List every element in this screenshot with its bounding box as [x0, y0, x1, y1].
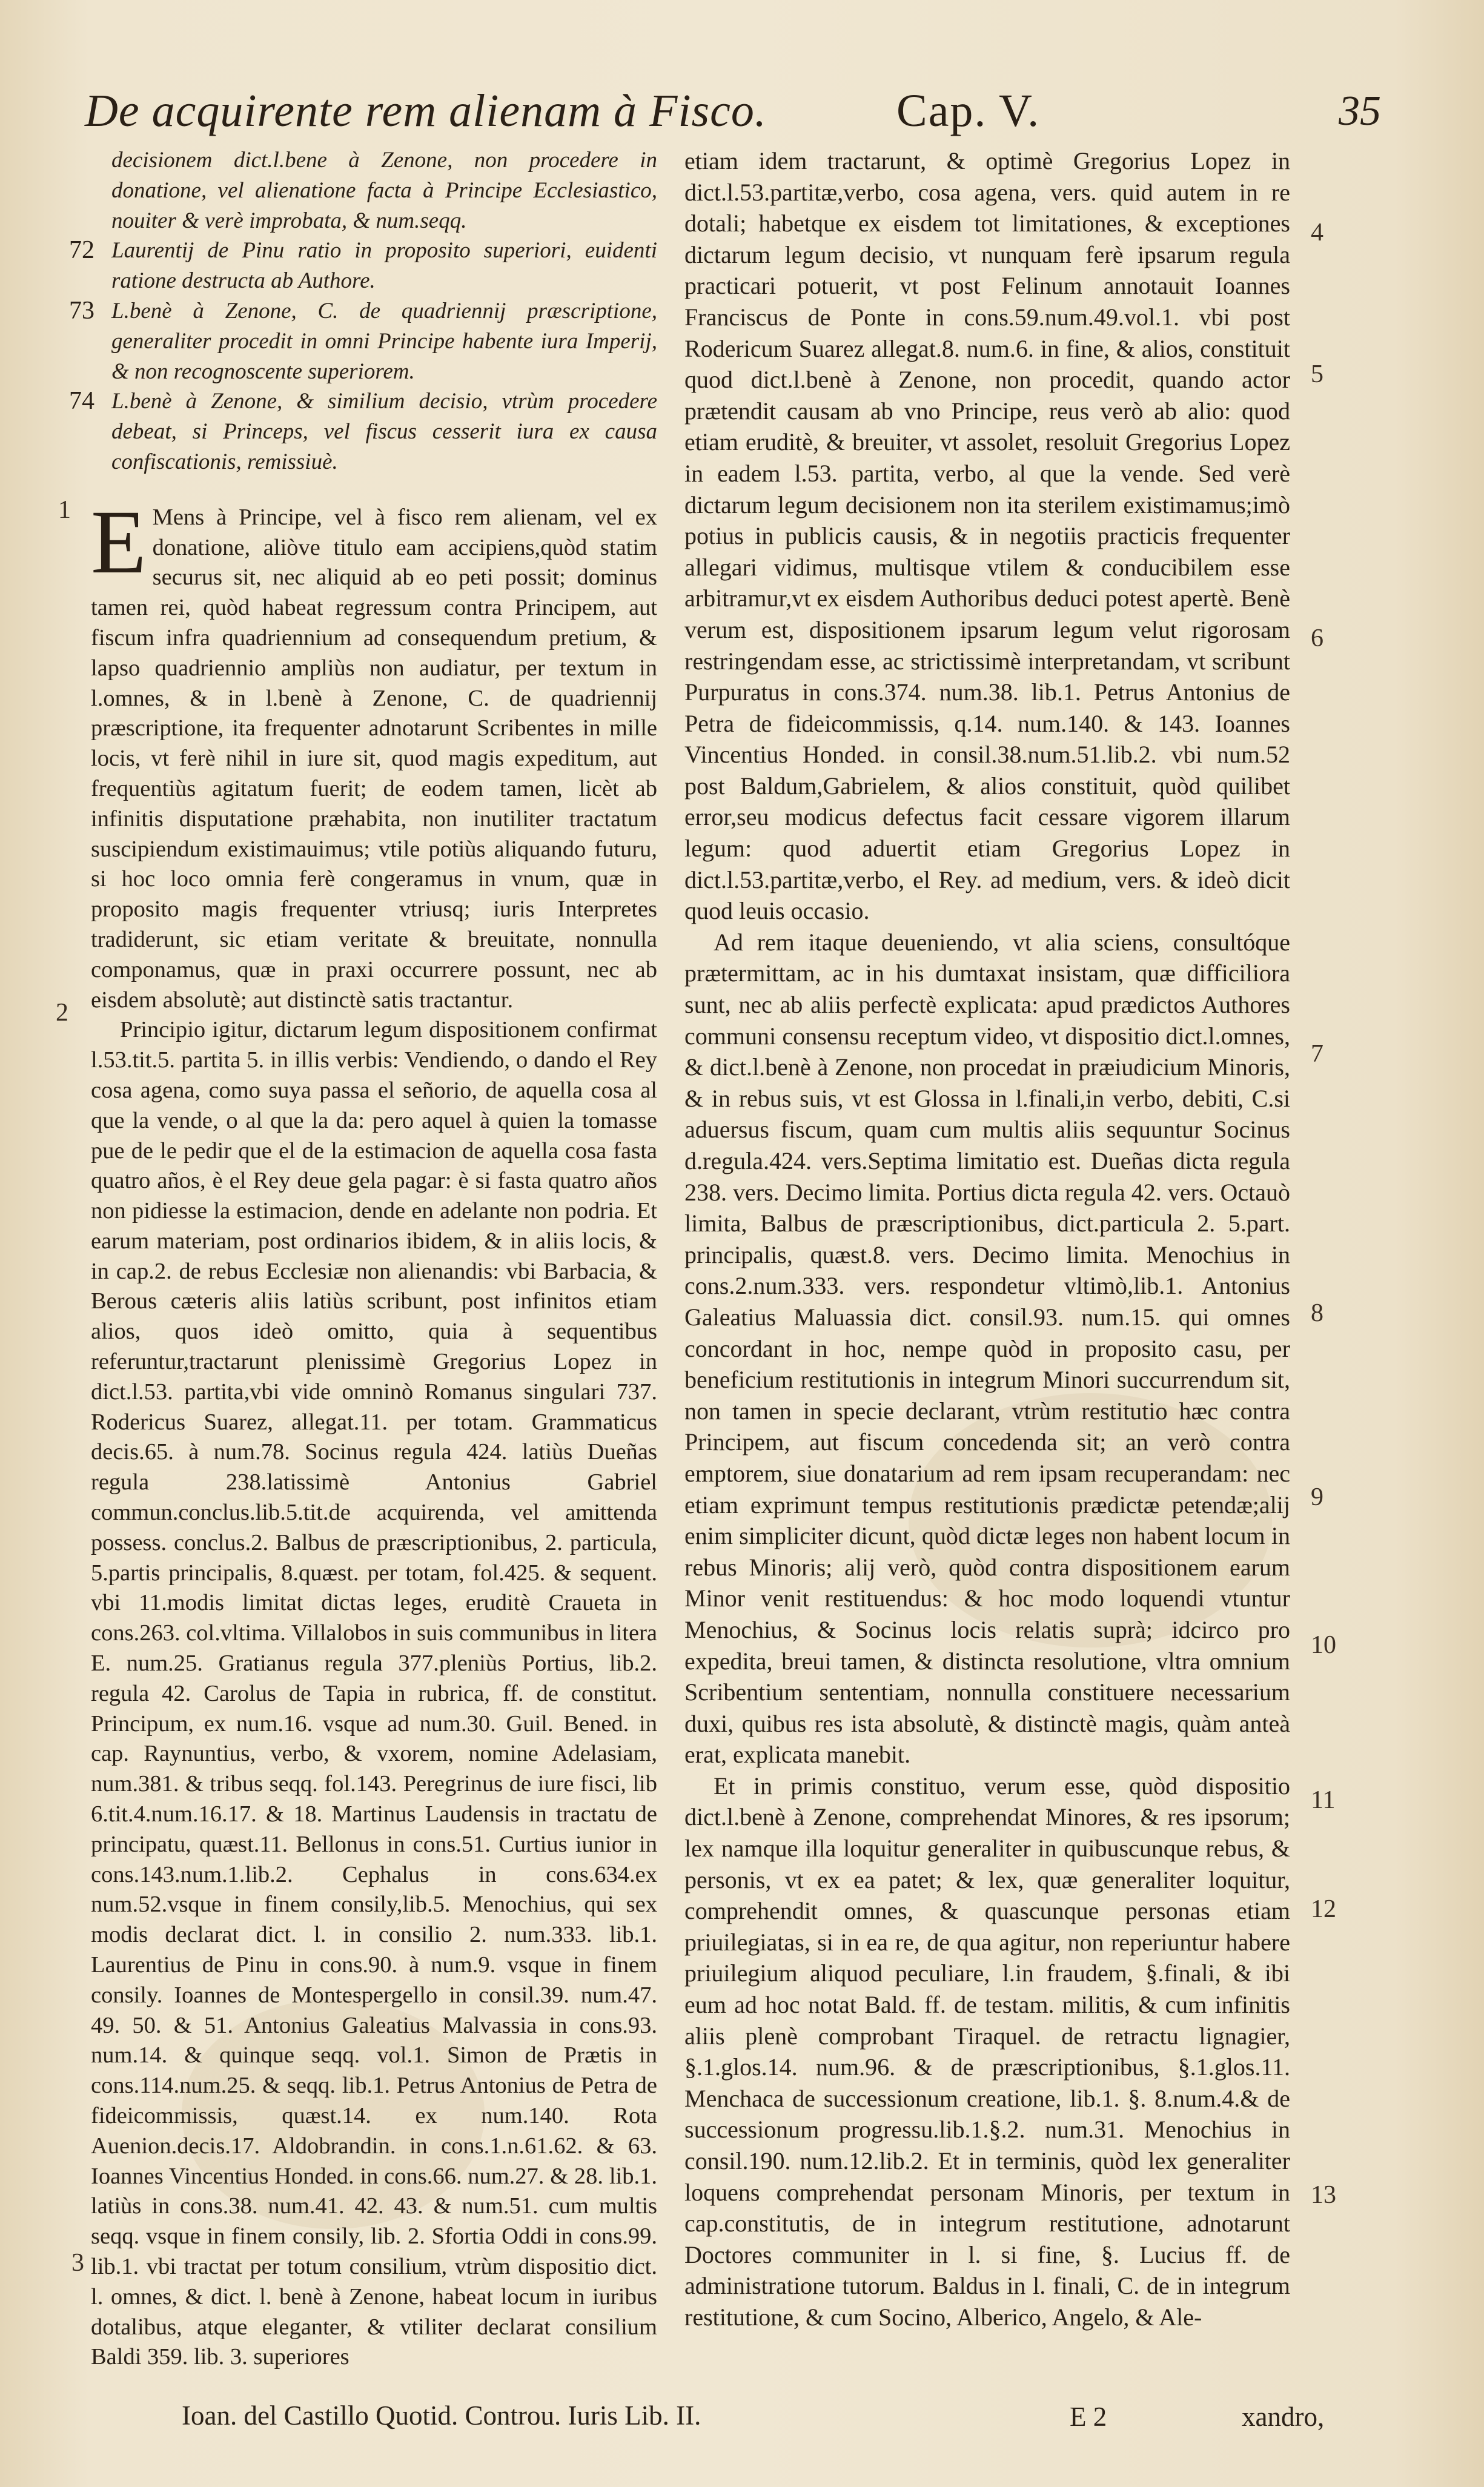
summary-item — [69, 296, 657, 386]
paragraph-text: Mens à Principe, vel à fisco rem alienam, vel ex donatione, aliòve titulo eam accipiens,quòd statim securus sit, nec aliquid ab eo peti possit; dominus tamen rei, quòd habeat regressum contra Principem, aut fiscum infra quadriennium ad consequendum pretium, & lapso quadriennio ampliùs non audiatur, per textum in l.omnes, & in l.benè à Zenone, C. de quadriennij præscriptione, ita frequenter adnotarunt Scribentes in mille locis, vt ferè nihil in iure sit, quod magis expeditum, aut frequentiùs agitatum fuerit; de eodem tamen, licèt ab infinitis disputatione præhabita, non inutiliter tractatum suscipiendum existimauimus; vtile potiùs aliquando futuru, si hoc loco omnia ferè congeramus in vnum, quæ in proposito magis frequenter vtriusq; iuris Interpretes tradiderunt, sic etiam veritate & breuitate, nonnulla componamus, quæ in praxi occurrere possunt, nec ab eisdem absolutè; aut distinctè satis tractantur. — [91, 504, 657, 1013]
margin-number: 3 — [71, 2249, 84, 2277]
drop-cap: E — [91, 491, 147, 592]
margin-number: 8 — [1311, 1299, 1323, 1327]
summary-number: 74 — [69, 387, 94, 416]
body-paragraph — [91, 491, 657, 1016]
chapter-label: Cap. V. — [896, 85, 1041, 136]
summary-text: L.benè à Zenone, & similium decisio, vtrùm procedere debeat, si Princeps, vel fiscus cesserit iura ex causa confiscationis, remissiuè. — [111, 389, 657, 474]
body-paragraph — [684, 145, 1290, 927]
summary-text: L.benè à Zenone, C. de quadriennij præscriptione, generaliter procedit in omni Principe habente iura Imperij, & non recognoscente superiorem. — [111, 298, 657, 384]
margin-number: 5 — [1311, 360, 1323, 388]
margin-number: 4 — [1311, 219, 1323, 247]
paragraph-text: Et in primis constituo, verum esse, quòd dispositio dict.l.benè à Zenone, comprehendat Minores, & res ipsorum; lex namque illa loquitur generaliter in quibuscunque rebus, & personis, vt ex ea patet; & lex, quæ generaliter loquitur, comprehendit omnes, & quascunque personas etiam priuilegiatas, si in ea re, de qua agitur, non reperiuntur habere priuilegium aliquod peculiare, l.in fraudem, §.finali, & ibi eum ad hoc notat Bald. ff. de testam. militis, & cum infinitis aliis plenè comprobant Tiraquel. de retractu lignagier, §.1.glos.14. num.96. & de præscriptionibus, §.1.glos.11. Menchaca de successionum creatione, lib.1. §. 8.num.4.& de successionum progressu.lib.1.§.2. num.31. Menochius in consil.190. num.12.lib.2. Et in terminis, quòd lex generaliter loquens comprehendat personam Minoris, per textum in cap.constitutis, de in integrum restitutione, adnotarunt Doctores communiter in l. si fine, §. Lucius ff. de administratione tutorum. Baldus in l. finali, C. de in integrum restitutione, & cum Socino, Alberico, Angelo, & Ale- — [684, 1772, 1290, 2331]
margin-number: 9 — [1311, 1483, 1323, 1511]
margin-number: 2 — [56, 999, 68, 1027]
paragraph-text: Principio igitur, dictarum legum dispositionem confirmat l.53.tit.5. partita 5. in illis verbis: Vendiendo, o dando el Rey cosa agena, como suya passa el señorio, de aquella cosa al que la vende, o al que la da: pero aquel à quien la tomasse pue de le pedir que el de la estimacion de aquella cosa fasta quatro años, è el Rey deue gela pagar: è si fasta quatro años non pidiesse la estimacion, dende en adelante non podria. Et earum materiam, post ordinarios ibidem, & in aliis locis, & in cap.2. de rebus Ecclesiæ non alienandis: vbi Barbacia, & Berous cæteris aliis latiùs scribunt, post infinitos etiam alios, quos ideò omitto, quia à sequentibus referuntur,tractarunt plenissimè Gregorius Lopez in dict.l.53. partita,vbi vide omninò Romanus singulari 737. Rodericus Suarez, allegat.11. per totam. Grammaticus decis.65. à num.78. Socinus regula 424. latiùs Dueñas regula 238.latissimè Antonius Gabriel commun.conclus.lib.5.tit.de acquirenda, vel amittenda possess. conclus.2. Balbus de præscriptionibus, 2. particula, 5.partis principalis, 8.quæst. per totam, fol.425. & sequent. vbi 11.modis limitat dictas leges, eruditè Craueta in cons.263. col.vltima. Villalobos in suis communibus in litera E. num.25. Gratianus regula 377.pleniùs Portius, lib.2. regula 42. Carolus de Tapia in rubrica, ff. de constitut. Principum, ex num.16. vsque ad num.30. Guil. Bened. in cap. Raynuntius, verbo, & vxorem, nomine Adelasiam, num.381. & tribus seqq. fol.143. Peregrinus de iure fisci, lib 6.tit.4.num.16.17. & 18. Martinus Laudensis in tractatu de principatu, quæst.11. Bellonus in cons.51. Curtius iunior in cons.143.num.1.lib.2. Cephalus in cons.634.ex num.52.vsque in finem consily,lib.5. Menochius, qui sex modis declarat dict. l. in consilio 2. num.333. lib.1. Laurentius de Pinu in cons.90. à num.9. vsque in finem consily. Ioannes de Montespergello in consil.39. num.47. 49. 50. & 51. Antonius Galeatius Malvassia in cons.93. num.14. & quinque seqq. vol.1. Simon de Prætis in cons.114.num.25. & seqq. lib.1. Petrus Antonius de Petra de fideicommissis, quæst.14. ex num.140. Rota Auenion.decis.17. Aldobrandin. in cons.1.n.61.62. & 63. Ioannes Vincentius Honded. in cons.66. num.27. & 28. lib.1. latiùs in cons.38. num.41. 42. 43. & num.51. cum multis seqq. vsque in finem consily, lib. 2. Sfortia Oddi in cons.99. lib.1. vbi tractat per totum consilium, vtrùm dispositio dict. l. omnes, & dict. l. benè à Zenone, habeat locum in iuribus dotalibus, atque eleganter, & vtiliter declarat consilium Baldi 359. lib. 3. superiores — [91, 1017, 657, 2370]
summary-text: decisionem dict.l.bene à Zenone, non procedere in donatione, vel alienatione facta à Principe Ecclesiastico, nouiter & verè improbata, & num.seqq. — [111, 148, 657, 233]
footer-author: Ioan. del Castillo Quotid. Controu. Iuris Lib. II. — [182, 2400, 701, 2431]
page-number: 35 — [1339, 88, 1381, 134]
margin-number: 11 — [1311, 1786, 1336, 1814]
margin-number: 10 — [1311, 1631, 1336, 1659]
paragraph-text: Ad rem itaque deueniendo, vt alia sciens, consultóque prætermittam, ac in his dumtaxat insistam, quæ difficiliora sunt, nec ab aliis perfectè explicata: apud prædictos Authores communi consensu receptum video, vt dispositio dict.l.omnes, & dict.l.benè à Zenone, non procedat in præiudicium Minoris, & in rebus suis, vt est Glossa in l.finali,in verbo, debiti, C.si aduersus fiscum, quam cum multis aliis sequuntur Socinus d.regula.424. vers.Septima limitatio est. Dueñas dicta regula 238. vers. Decimo limita. Portius dicta regula 42. vers. Octauò limita, Balbus de præscriptionibus, dict.particula 2. 5.part. principalis, quæst.8. vers. Decimo limita. Menochius in cons.2.num.333. vers. respondetur vltimò,lib.1. Antonius Galeatius Maluassia dict. consil.93. num.15. qui omnes concordant in hoc, nempe quòd in proposito casu, per beneficium restitutionis in integrum Minori succurrendum sit, non tamen in specie declarant, vtrùm restitutio hæc contra Principem, aut fiscum concedenda sit; an verò contra emptorem, siue donatarium ad rem ipsam recuperandam: nec etiam exprimunt tempus restitutionis prædictæ petendæ;alij enim simpliciter dicunt, quòd dictæ leges non habent locum in rebus Minoris; alij verò, quòd contra dispositionem earum Minor venit restituendus: & hoc modo loquendi vtuntur Menochius, & Socinus locis relatis suprà; idcirco pro expedita, breui tamen, & distincta resolutione, vltra omnium Scribentium sententiam, nonnulla constituere necessarium duxi, quibus res ista absolutè, & distinctè magis, quàm anteà erat, explicata manebit. — [684, 928, 1290, 1769]
margin-number: 1 — [58, 496, 71, 524]
margin-number: 13 — [1311, 2181, 1336, 2209]
summary-item — [69, 236, 657, 296]
signature-mark: E 2 — [1070, 2402, 1107, 2432]
running-header — [85, 85, 1381, 145]
running-title: De acquirente rem alienam à Fisco. — [85, 85, 767, 136]
paragraph-text: etiam idem tractarunt, & optimè Gregorius Lopez in dict.l.53.partitæ,verbo, cosa agena, vers. quid autem in re dotali; habetque ex eisdem tot limitationes, & exceptiones dictarum legum decisio, vt nunquam ferè ipsarum regula practicari potuerit, vt post Felinum annotauit Ioannes Franciscus de Ponte in cons.59.num.49.vol.1. vbi post Rodericum Suarez allegat.8. num.6. in fine, & alios, constituit quod dict.l.benè à Zenone, non procedit, quando actor prætendit causam ab vno Principe, reus verò ab alio: quod etiam eruditè, & breuiter, vt assolet, resoluit Gregorius Lopez in eadem l.53. partita, verbo, al que la vende. Sed verè dictarum legum decisionem non ita sterilem existimamus;imò potius in publicis causis, & in negotiis practicis frequenter allegari vidimus, multisque vtilem & conducibilem esse arbitramur,vt ex eisdem Authoribus deduci potest apertè. Benè verum est, dispositionem ipsarum legum velut rigorosam restringendam esse, ac strictissimè interpretandam, vt scribunt Purpuratus in cons.374. num.38. lib.1. Petrus Antonius de Petra de fideicommissis, q.14. num.140. & 143. Ioannes Vincentius Honded. in consil.38.num.51.lib.2. vbi num.52 post Baldum,Gabrielem, & alios constituit, quòd quilibet error,seu modicus defectus facit cessare vigorem illarum legum: quod aduertit etiam Gregorius Lopez in dict.l.53.partitæ,verbo, el Rey. ad medium, vers. & ideò dicit quod leuis occasio. — [684, 147, 1290, 925]
summary-item — [91, 145, 657, 236]
summary-item — [69, 386, 657, 477]
body-paragraph — [91, 1015, 657, 2373]
summary-number: 73 — [69, 296, 94, 325]
catchword: xandro, — [1242, 2402, 1325, 2432]
margin-number: 6 — [1311, 624, 1323, 652]
body-paragraph — [684, 927, 1290, 1770]
margin-number: 7 — [1311, 1040, 1323, 1068]
body-paragraph — [684, 1770, 1290, 2333]
margin-number: 12 — [1311, 1895, 1336, 1923]
right-column — [684, 145, 1290, 2333]
left-column — [69, 145, 657, 2373]
summary-number: 72 — [69, 236, 94, 265]
summary-text: Laurentij de Pinu ratio in proposito superiori, euidenti ratione destructa ab Authore. — [111, 238, 657, 294]
